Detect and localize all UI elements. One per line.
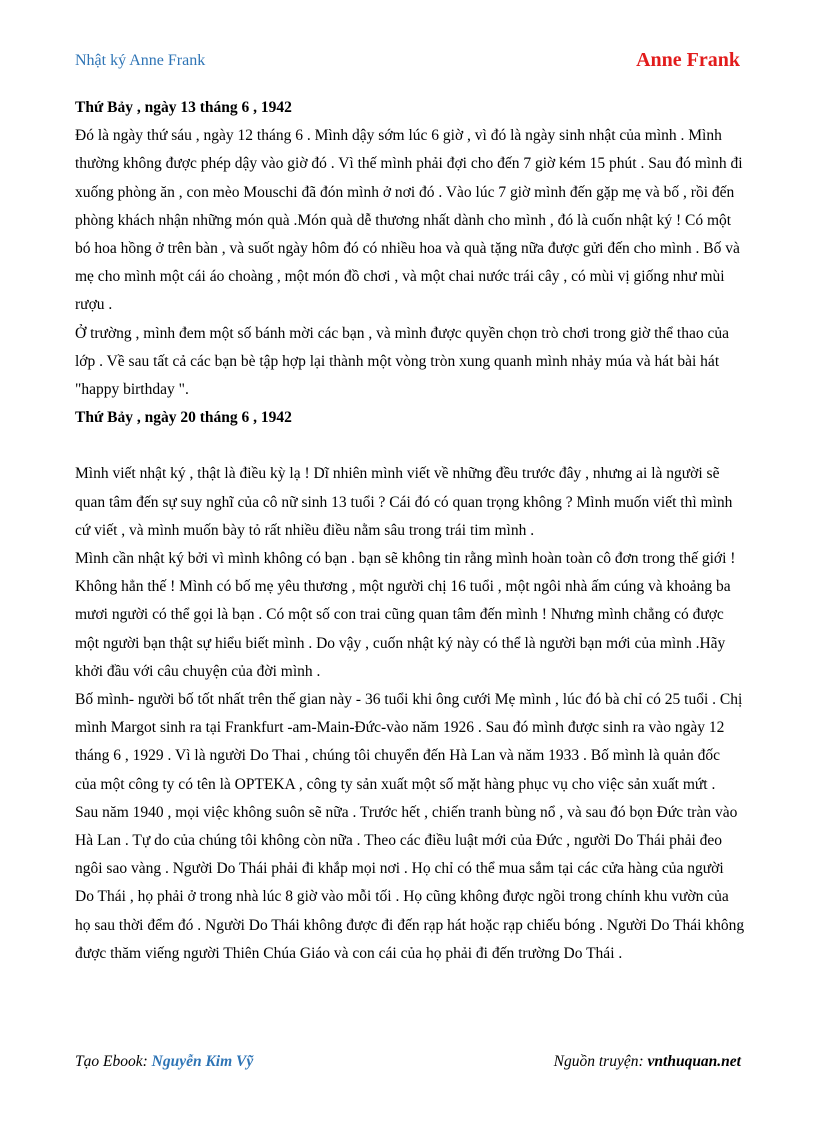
blank-line bbox=[75, 432, 745, 460]
ebook-credit: Tạo Ebook: Nguyễn Kim Vỹ bbox=[75, 1053, 254, 1070]
author-name: Anne Frank bbox=[636, 49, 740, 71]
source-credit: Nguồn truyện: vnthuquan.net bbox=[553, 1053, 741, 1070]
source-label: Nguồn truyện bbox=[553, 1053, 639, 1070]
paragraph: Bố mình- người bố tốt nhất trên thế gian này - 36 tuổi khi ông cưới Mẹ mình , lúc đó bà chỉ có 25 tuổi . Chị mình Margot sinh ra tại Frankfurt -am-Main-Đức-vào năm 1926 . Sau đó mình được sinh ra vào ngày 12 tháng 6 , 1929 . Vì là người Do Thai , chúng tôi chuyển đến Hà Lan và năm 1933 . Bố mình là quản đốc của một công ty có tên là OPTEKA , công ty sản xuất một số mặt hàng phục vụ cho việc sản xuất mứt . bbox=[75, 691, 743, 793]
paragraph: Đó là ngày thứ sáu , ngày 12 tháng 6 . Mình dậy sớm lúc 6 giờ , vì đó là ngày sinh nhật của mình . Mình thường không được phép dậy vào giờ đó . Vì thế mình phải đợi cho đến 7 giờ kém 15 phút . Sau đó mình đi xuống phòng ăn , con mèo Mouschi đã đón mình ở nơi đó . Vào lúc 7 giờ mình đến gặp mẹ và bố , rồi đến phòng khách nhận những món quà .Món quà dễ thương nhất dành cho mình , đó là cuốn nhật ký ! Có một bó hoa hồng ở trên bàn , và suốt ngày hôm đó có nhiều hoa và quà tặng nữa được gửi đến cho mình . Bố và mẹ cho mình một cái áo choàng , một món đồ chơi , và một chai nước trái cây , có mùi vị giống như mùi rượu . bbox=[75, 127, 743, 314]
book-title: Nhật ký Anne Frank bbox=[75, 52, 206, 69]
paragraph: Sau năm 1940 , mọi việc không suôn sẽ nữa . Trước hết , chiến tranh bùng nổ , và sau đó bọn Đức tràn vào Hà Lan . Tự do của chúng tôi không còn nữa . Theo các điều luật mới của Đức , người Do Thái phải đeo ngôi sao vàng . Người Do Thái phải đi khắp mọi nơi . Họ chỉ có thể mua sắm tại các cửa hàng của người Do Thái , họ phải ở trong nhà lúc 8 giờ vào mỗi tối . Họ cũng không được ngồi trong chính khu vườn của họ sau thời đểm đó . Người Do Thái không được đi đến rạp hát hoặc rạp chiếu bóng . Người Do Thái không được thăm viếng người Thiên Chúa Giáo và con cái của họ phải đi đến trường Do Thái . bbox=[75, 803, 745, 962]
ebook-creator: Nguyễn Kim Vỹ bbox=[151, 1053, 254, 1070]
source-site: vnthuquan.net bbox=[647, 1053, 741, 1070]
paragraph: Mình cần nhật ký bởi vì mình không có bạn . bạn sẽ không tin rằng mình hoàn toàn cô đơn trong thế giới ! bbox=[75, 550, 736, 568]
diary-content bbox=[75, 94, 745, 968]
entry-title: Thứ Bảy , ngày 13 tháng 6 , 1942 bbox=[75, 99, 292, 116]
entry-title: Thứ Bảy , ngày 20 tháng 6 , 1942 bbox=[75, 409, 292, 427]
paragraph: Mình viết nhật ký , thật là điều kỳ lạ ! Dĩ nhiên mình viết về những đều trước đây , nhưng ai là người sẽ quan tâm đến sự suy nghĩ của cô nữ sinh 13 tuổi ? Cái đó có quan trọng không ? Mình muốn viết thì mình cứ viết , và mình muốn bày tỏ rất nhiều điều nằm sâu trong trái tim mình . bbox=[75, 465, 733, 539]
paragraph: Không hẳn thế ! Mình có bố mẹ yêu thương , một người chị 16 tuổi , một ngôi nhà ấm cúng và khoảng ba mươi người có thể gọi là bạn . Có một số con trai cũng quan tâm đến mình ! Nhưng mình chẳng có được một người bạn thật sự hiểu biết mình . Do vậy , cuốn nhật ký này có thể là người bạn mới của mình .Hãy khởi đầu với câu chuyện của đời mình . bbox=[75, 578, 731, 680]
ebook-label: Tạo Ebook bbox=[75, 1053, 143, 1070]
paragraph: Ở trường , mình đem một số bánh mời các bạn , và mình được quyền chọn trò chơi trong giờ thể thao của lớp . Về sau tất cả các bạn bè tập hợp lại thành một vòng tròn xung quanh mình nhảy múa và hát bài hát "happy birthday ". bbox=[75, 324, 729, 399]
